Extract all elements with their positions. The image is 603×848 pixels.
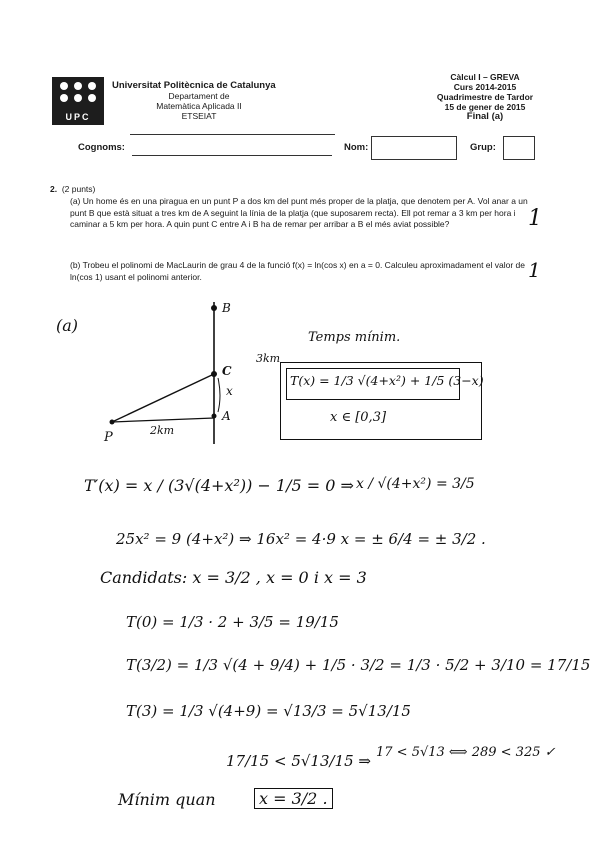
upc-logo (52, 77, 104, 125)
logo-text: UPC (65, 112, 91, 122)
department-line: ETSEIAT (181, 111, 217, 121)
point-p-dot (110, 420, 115, 425)
group-label: Grup: (470, 142, 496, 153)
domain: x ∈ [0,3] (330, 410, 387, 425)
surname-label: Cognoms: (78, 142, 125, 153)
course-line: Quadrimestre de Tardor (436, 92, 534, 102)
minimum-value: x = 3/2 . (254, 788, 333, 809)
part-b-score: 1 (528, 258, 541, 282)
part-a-score: 1 (528, 206, 542, 231)
problem-points: (2 punts) (61, 184, 96, 194)
point-c-dot (211, 371, 217, 377)
solution-part-label: (a) (56, 316, 79, 335)
department-line: Departament de (168, 91, 230, 101)
surname-field[interactable] (132, 155, 332, 156)
label-a: A (222, 409, 231, 423)
rowing-path (112, 374, 214, 422)
course-line: Càlcul I – GREVA (450, 72, 520, 82)
label-p: P (104, 430, 113, 445)
header-rule (130, 134, 335, 135)
part-a-statement (70, 196, 540, 231)
t32-line: T(3/2) = 1/3 √(4 + 9/4) + 1/5 · 3/2 = 1/3 · 5/2 + 3/10 = 17/15 (126, 656, 591, 674)
cost-function: T(x) = 1/3 √(4+x²) + 1/5 (3−x) (290, 373, 484, 388)
equation-line: 25x² = 9 (4+x²) ⇒ 16x² = 4·9 x = ± 6/4 = ± 3/2 . (116, 530, 486, 548)
t3-line: T(3) = 1/3 √(4+9) = √13/3 = 5√13/15 (126, 702, 411, 720)
derivative-line: T′(x) = x / (3√(4+x²)) − 1/5 = 0 ⇒ (84, 476, 354, 495)
distance-pa (112, 418, 214, 422)
group-field[interactable] (503, 136, 535, 160)
part-b-label: (b) (70, 260, 81, 270)
name-field[interactable] (371, 136, 457, 160)
label-b: B (222, 301, 231, 315)
x-brace (218, 378, 220, 412)
point-b-dot (211, 305, 217, 311)
department-line: Matemàtica Aplicada II (156, 101, 242, 111)
derivative-rhs: x / √(4+x²) = 3/5 (356, 476, 475, 492)
course-line: Curs 2014-2015 (453, 82, 517, 92)
compare-rhs: 17 < 5√13 ⟺ 289 < 325 ✓ (376, 745, 556, 760)
point-a-dot (212, 414, 217, 419)
label-x: x (226, 384, 233, 398)
candidates-line: Candidats: x = 3/2 , x = 0 i x = 3 (100, 568, 367, 587)
university-name: Universitat Politècnica de Catalunya (112, 80, 276, 91)
problem-heading (50, 184, 95, 194)
label-c: C (222, 364, 232, 378)
part-a-text: Un home és en una piragua en un punt P a dos km del punt més proper de la platja, que denotem per A. Vol anar a un punt B que està situat a tres km de A seguint la línia de la platja (que suposarem recta). Ell pot remar a 3 km per hora i caminar a 5 km per hora. A quin punt C entre A i B ha de remar per arribar a B el més aviat possible? (70, 196, 528, 229)
minimum-label: Mínim quan (118, 790, 216, 809)
problem-number: 2. (50, 184, 58, 194)
compare-line: 17/15 < 5√13/15 ⇒ (226, 752, 371, 770)
course-line: 15 de gener de 2015 (444, 102, 526, 112)
t0-line: T(0) = 1/3 · 2 + 3/5 = 19/15 (126, 613, 339, 631)
part-b-statement (70, 260, 540, 283)
part-a-label: (a) (70, 196, 81, 206)
label-ab-distance: 3km (256, 352, 281, 365)
course-block (410, 72, 560, 122)
boxed-title: Temps mínim. (308, 330, 401, 345)
name-label: Nom: (344, 142, 369, 153)
label-pa-distance: 2km (150, 424, 175, 437)
course-line: Final (a) (466, 111, 504, 122)
department-block (140, 91, 258, 121)
part-b-text: Trobeu el polinomi de MacLaurin de grau 4 de la funció f(x) = ln(cos x) en a = 0. Calculeu aproximadament el valor de ln(cos 1) usant el polinomi anterior. (70, 260, 526, 282)
